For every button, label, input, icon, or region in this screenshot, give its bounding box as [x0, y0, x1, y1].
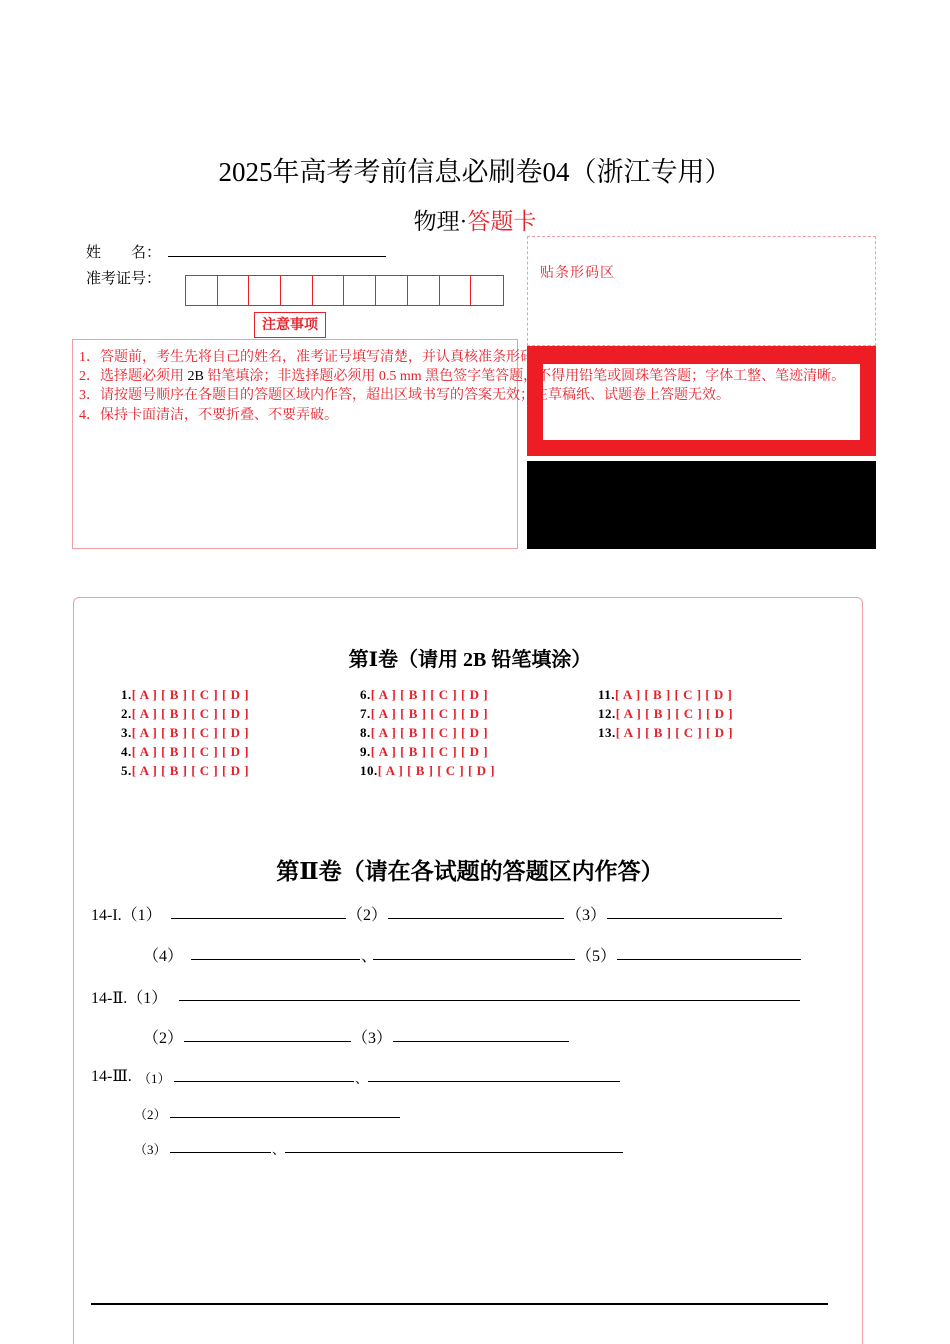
q14-3-blank-3a[interactable]	[170, 1152, 271, 1153]
q14-1-blank-4a[interactable]	[191, 959, 360, 960]
q14-1-blank-3[interactable]	[607, 918, 782, 919]
q14-1-sep: 、	[361, 948, 378, 965]
mc-question-13[interactable]: 13.[ A ] [ B ] [ C ] [ D ]	[598, 725, 734, 740]
black-block	[527, 461, 876, 549]
mc-question-8[interactable]: 8.[ A ] [ B ] [ C ] [ D ]	[360, 725, 489, 740]
exam-id-box[interactable]	[186, 276, 218, 305]
exam-id-box[interactable]	[218, 276, 250, 305]
q14-1-blank-5[interactable]	[617, 959, 801, 960]
exam-id-box[interactable]	[440, 276, 472, 305]
barcode-area	[527, 236, 876, 346]
q14-2-label: 14-Ⅱ.（1）	[91, 990, 168, 1007]
q14-2-blank-1[interactable]	[179, 1000, 800, 1001]
q14-1-blank-1[interactable]	[171, 918, 346, 919]
q14-1-blank-2[interactable]	[388, 918, 564, 919]
exam-id-label: 准考证号：	[86, 271, 162, 287]
q14-3-label: 14-Ⅲ.	[91, 1068, 132, 1085]
q14-1-blank-4b[interactable]	[373, 959, 575, 960]
exam-id-box[interactable]	[313, 276, 345, 305]
subject-label: 物理·	[413, 209, 468, 234]
page-title: 2025年高考考前信息必刷卷04（浙江专用）	[218, 157, 732, 187]
q14-2-part-3: （3）	[352, 1030, 393, 1047]
card-label: 答题卡	[467, 209, 537, 234]
notice-item-2: 2．选择题必须用 2B 铅笔填涂；非选择题必须用 0.5 mm 黑色签字笔答题，不得用铅笔或圆珠笔答题；字体工整、笔迹清晰。	[79, 369, 846, 384]
mc-question-6[interactable]: 6.[ A ] [ B ] [ C ] [ D ]	[360, 687, 489, 702]
q14-1-part-2: （2）	[347, 907, 388, 924]
q14-2-blank-2[interactable]	[184, 1041, 351, 1042]
mc-question-12[interactable]: 12.[ A ] [ B ] [ C ] [ D ]	[598, 706, 734, 721]
q14-1-part-3: （3）	[566, 907, 607, 924]
q14-3-blank-1a[interactable]	[174, 1081, 354, 1082]
mc-question-5[interactable]: 5.[ A ] [ B ] [ C ] [ D ]	[121, 763, 250, 778]
q14-2-blank-3[interactable]	[393, 1041, 569, 1042]
mc-question-1[interactable]: 1.[ A ] [ B ] [ C ] [ D ]	[121, 687, 250, 702]
q14-3-part-2: （2）	[134, 1107, 167, 1122]
q14-1-part-4: （4）	[143, 948, 184, 965]
mc-question-7[interactable]: 7.[ A ] [ B ] [ C ] [ D ]	[360, 706, 489, 721]
section2-title: 第Ⅱ卷（请在各试题的答题区内作答）	[276, 859, 664, 884]
mc-question-2[interactable]: 2.[ A ] [ B ] [ C ] [ D ]	[121, 706, 250, 721]
name-field[interactable]	[168, 256, 386, 257]
q14-1-label: 14-I.（1）	[91, 907, 162, 924]
notice-item-3: 3．请按题号顺序在各题目的答题区域内作答，超出区域书写的答案无效；在草稿纸、试题卷上答题无效。	[79, 388, 730, 403]
exam-id-box[interactable]	[344, 276, 376, 305]
q14-1-part-5: （5）	[576, 948, 617, 965]
name-label: 姓 名：	[86, 245, 162, 261]
bottom-rule	[91, 1303, 828, 1305]
exam-id-box[interactable]	[408, 276, 440, 305]
q14-3-sep-1: 、	[355, 1071, 369, 1086]
mc-question-9[interactable]: 9.[ A ] [ B ] [ C ] [ D ]	[360, 744, 489, 759]
notice-item-1: 1．答题前，考生先将自己的姓名，准考证号填写清楚，并认真核准条形码上的姓名、准考证号，在规定位置贴好条形码。	[79, 350, 828, 365]
exam-id-boxes[interactable]	[185, 275, 504, 306]
q14-2-part-2: （2）	[143, 1030, 184, 1047]
q14-3-blank-2[interactable]	[170, 1117, 400, 1118]
exam-id-box[interactable]	[281, 276, 313, 305]
notice-item-4: 4．保持卡面清洁，不要折叠、不要弄破。	[79, 408, 338, 423]
exam-id-box[interactable]	[249, 276, 281, 305]
mc-question-11[interactable]: 11.[ A ] [ B ] [ C ] [ D ]	[598, 687, 733, 702]
exam-id-box[interactable]	[471, 276, 503, 305]
q14-3-part-1: （1）	[138, 1071, 171, 1086]
mc-question-10[interactable]: 10.[ A ] [ B ] [ C ] [ D ]	[360, 763, 496, 778]
q14-3-blank-3b[interactable]	[285, 1152, 623, 1153]
mc-question-3[interactable]: 3.[ A ] [ B ] [ C ] [ D ]	[121, 725, 250, 740]
barcode-label: 贴条形码区	[540, 266, 615, 281]
mc-question-4[interactable]: 4.[ A ] [ B ] [ C ] [ D ]	[121, 744, 250, 759]
q14-3-sep-2: 、	[272, 1142, 286, 1157]
q14-3-part-3: （3）	[134, 1142, 167, 1157]
notice-title: 注意事项	[254, 312, 326, 338]
page-subtitle	[0, 203, 950, 236]
q14-3-blank-1b[interactable]	[368, 1081, 620, 1082]
exam-id-box[interactable]	[376, 276, 408, 305]
section1-title: 第Ⅰ卷（请用 2B 铅笔填涂）	[348, 649, 592, 671]
